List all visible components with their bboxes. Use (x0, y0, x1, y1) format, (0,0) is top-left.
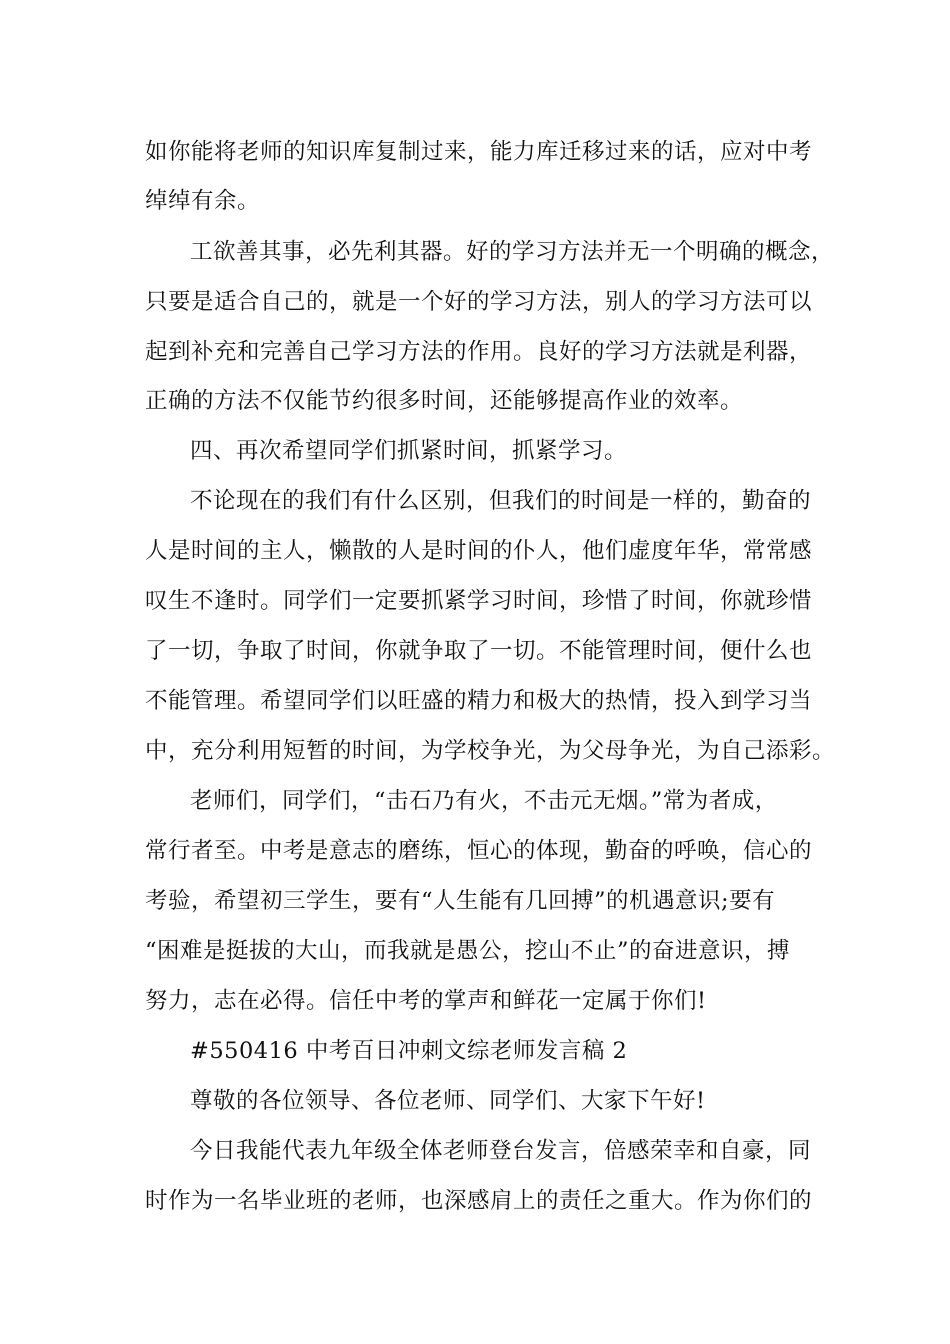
text-line: 不论现在的我们有什么区别，但我们的时间是一样的，勤奋的 (190, 488, 812, 514)
text-line: 正确的方法不仅能节约很多时间，还能够提高作业的效率。 (145, 388, 744, 414)
text-line: 老师们，同学们，“击石乃有火，不击元无烟。”常为者成， (190, 788, 778, 814)
section-heading: 四、再次希望同学们抓紧时间，抓紧学习。 (190, 438, 628, 464)
text-line: 考验，希望初三学生，要有“人生能有几回搏”的机遇意识;要有 (145, 888, 776, 914)
text-line: 努力，志在必得。信任中考的掌声和鲜花一定属于你们! (145, 988, 707, 1014)
text-line: 叹生不逢时。同学们一定要抓紧学习时间，珍惜了时间，你就珍惜 (145, 588, 813, 614)
document-title: #550416 中考百日冲刺文综老师发言稿 2 (190, 1038, 628, 1064)
text-line: 常行者至。中考是意志的磨练，恒心的体现，勤奋的呼唤，信心的 (145, 838, 813, 864)
text-line: 如你能将老师的知识库复制过来，能力库迁移过来的话，应对中考 (145, 139, 813, 165)
text-line: 起到补充和完善自己学习方法的作用。良好的学习方法就是利器， (145, 339, 813, 365)
text-line: 不能管理。希望同学们以旺盛的精力和极大的热情，投入到学习当 (145, 688, 813, 714)
text-line: “困难是挺拔的大山，而我就是愚公，挖山不止”的奋进意识，搏 (145, 938, 791, 964)
text-line: 只要是适合自己的，就是一个好的学习方法，别人的学习方法可以 (145, 289, 813, 315)
text-line: 中，充分利用短暂的时间，为学校争光，为父母争光，为自己添彩。 (145, 738, 836, 764)
text-line: 今日我能代表九年级全体老师登台发言，倍感荣幸和自豪，同 (190, 1138, 812, 1164)
text-line: 工欲善其事，必先利其器。好的学习方法并无一个明确的概念， (190, 239, 835, 265)
text-line: 人是时间的主人，懒散的人是时间的仆人，他们虚度年华，常常感 (145, 538, 813, 564)
greeting-line: 尊敬的各位领导、各位老师、同学们、大家下午好! (190, 1088, 706, 1114)
text-line: 时作为一名毕业班的老师，也深感肩上的责任之重大。作为你们的 (145, 1188, 813, 1214)
text-line: 绰绰有余。 (145, 188, 261, 214)
text-line: 了一切，争取了时间，你就争取了一切。不能管理时间，便什么也 (145, 638, 813, 664)
